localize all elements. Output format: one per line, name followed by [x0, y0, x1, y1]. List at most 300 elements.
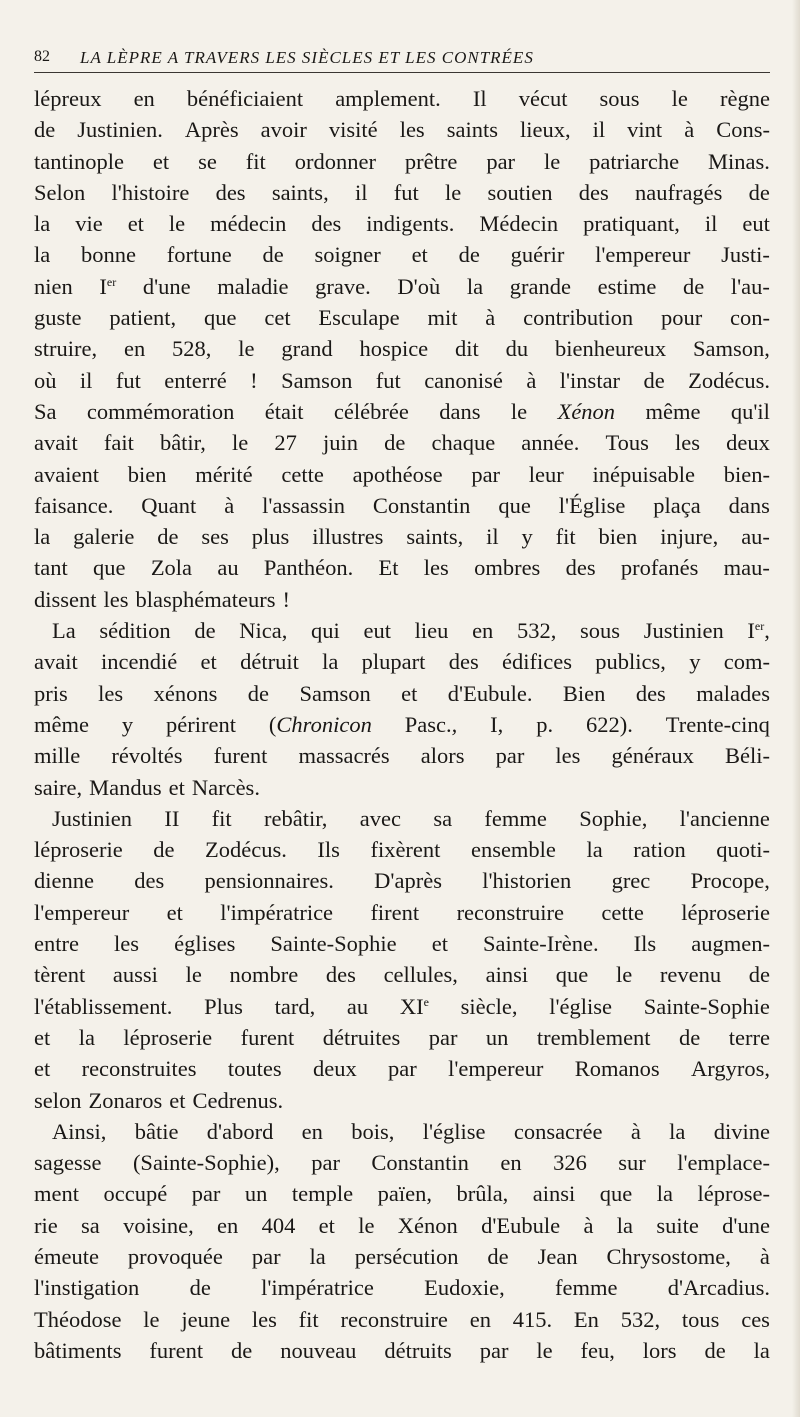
word: prêtre — [404, 148, 458, 174]
word: Eudoxie, — [424, 1275, 505, 1301]
word: il — [704, 211, 718, 237]
word: saints, — [271, 179, 329, 205]
word: année. — [521, 430, 580, 456]
word: détruits — [384, 1337, 452, 1363]
word: Et — [378, 555, 399, 581]
word: de — [157, 524, 179, 550]
running-title: LA LÈPRE A TRAVERS LES SIÈCLES ET LES CONTRÉES — [80, 48, 534, 67]
word: fut — [375, 367, 401, 393]
word: persécution — [354, 1243, 459, 1269]
word: Sainte-Irène. — [483, 931, 599, 957]
word: par — [191, 1181, 221, 1207]
text-line — [34, 837, 770, 868]
word: naufragés — [634, 179, 723, 205]
word: fut — [115, 367, 141, 393]
text-line — [34, 1025, 770, 1056]
word: Ils — [633, 931, 657, 957]
word: soigner — [314, 242, 381, 268]
word: 415. — [512, 1306, 553, 1332]
word: la — [466, 273, 484, 299]
word: de — [748, 179, 770, 205]
word: Sainte-Sophie — [643, 993, 770, 1019]
word: D'après — [374, 868, 442, 894]
word: vie — [75, 211, 103, 237]
word: ombres — [474, 555, 541, 581]
text-line — [34, 1213, 770, 1244]
word: de — [34, 117, 56, 143]
word: d'Eubule. — [447, 680, 533, 706]
word: Ils — [317, 837, 340, 863]
word: païen, — [377, 1181, 432, 1207]
word: et — [168, 774, 185, 800]
word: Narcès. — [191, 774, 260, 800]
word: ainsi — [485, 962, 529, 988]
word: le — [444, 179, 462, 205]
word: deux — [726, 430, 770, 456]
word: Xénon — [397, 1212, 458, 1238]
word: l'emplace- — [677, 1150, 770, 1176]
word: à — [224, 492, 235, 518]
word: émeute — [34, 1243, 99, 1269]
word: entre — [34, 931, 79, 957]
word: Sa — [34, 398, 57, 424]
word: était — [264, 398, 304, 424]
word: ces — [741, 1306, 770, 1332]
word: détruites — [322, 1024, 401, 1050]
word: fit — [211, 805, 232, 831]
word: y — [121, 711, 134, 737]
word: l'empereur — [595, 242, 691, 268]
word: avait — [34, 649, 78, 675]
word: jeune — [181, 1306, 231, 1332]
word: à — [759, 1243, 770, 1269]
word: soutien — [487, 179, 553, 205]
word: sagesse — [34, 1150, 102, 1176]
word: règne — [720, 86, 770, 111]
word: les — [423, 555, 449, 581]
word: ainsi — [532, 1181, 576, 1207]
word: sa — [81, 1212, 100, 1238]
text-line — [34, 681, 770, 712]
word: la — [34, 211, 51, 237]
word: pris — [34, 680, 68, 706]
word: avaient — [34, 461, 99, 487]
word: XIe — [399, 993, 429, 1019]
word: de — [682, 273, 705, 299]
word: D'où — [397, 273, 441, 299]
word: un — [244, 1181, 268, 1207]
text-line — [34, 180, 770, 211]
text-line — [34, 868, 770, 899]
text-line — [34, 305, 770, 336]
text-line — [34, 430, 770, 461]
text-line — [34, 1338, 770, 1369]
word: la — [656, 1181, 674, 1207]
word: ration — [633, 837, 686, 863]
word: la — [322, 649, 339, 675]
word: Sophie, — [579, 805, 648, 831]
word: ensemble — [470, 837, 556, 863]
word: fit — [245, 148, 266, 174]
word: estime — [597, 273, 657, 299]
text-line — [34, 1307, 770, 1338]
word: le — [143, 1306, 160, 1332]
word: et — [318, 1212, 335, 1238]
word: il — [79, 367, 93, 393]
word: l'Église — [558, 492, 626, 518]
word: édifices — [502, 649, 572, 675]
word: l'au- — [730, 273, 770, 299]
word: Zodécus. — [688, 367, 770, 393]
word: par — [251, 1243, 281, 1269]
word: et — [169, 1087, 186, 1113]
word: grande — [509, 273, 571, 299]
word: l'histoire — [111, 179, 190, 205]
word: bâtiments — [34, 1337, 122, 1363]
body-text — [34, 86, 770, 1369]
word: célébrée — [333, 398, 409, 424]
word: en — [123, 336, 146, 362]
word: Panthéon. — [263, 555, 354, 581]
word: saire, — [34, 774, 83, 800]
word: bien — [598, 524, 638, 550]
word: fortune — [166, 242, 232, 268]
word: Samson — [281, 367, 353, 393]
word: à — [684, 117, 695, 143]
word: des — [215, 179, 246, 205]
word: tant — [34, 555, 68, 581]
word: en — [217, 1212, 239, 1238]
word: deux — [312, 1056, 357, 1082]
word: et — [166, 899, 183, 925]
word: revenu — [659, 962, 722, 988]
text-line — [34, 994, 770, 1025]
word: le — [358, 1212, 375, 1238]
word: périrent — [166, 711, 237, 737]
word: Jean — [537, 1243, 578, 1269]
word: d'Eubule — [481, 1212, 561, 1238]
word: des — [448, 649, 479, 675]
word: visité — [328, 117, 378, 143]
word: mau- — [723, 555, 770, 581]
word: Argyros, — [691, 1056, 770, 1082]
text-line — [34, 775, 770, 806]
word: le — [543, 148, 561, 174]
word: plus — [251, 524, 290, 550]
word: de — [643, 367, 665, 393]
word: lieu — [414, 618, 449, 644]
text-line — [34, 149, 770, 180]
word: de — [704, 1337, 726, 1363]
word: que — [599, 1181, 633, 1207]
word: la — [78, 1024, 95, 1050]
word: en — [500, 1150, 522, 1176]
text-line — [34, 743, 770, 774]
word: que — [93, 555, 126, 581]
word: un — [485, 1024, 509, 1050]
word: Sainte-Sophie — [270, 931, 397, 957]
word: 404 — [261, 1212, 296, 1238]
word: d'abord — [206, 1118, 274, 1144]
word: grec — [611, 868, 651, 894]
word: Trente-cinq — [665, 711, 770, 737]
word: leur — [528, 461, 564, 487]
word: léprose- — [697, 1181, 770, 1207]
word: aussi — [112, 962, 158, 988]
word: des — [565, 555, 596, 581]
word: patient, — [109, 305, 177, 331]
word: et — [411, 242, 428, 268]
word: Bien — [562, 680, 606, 706]
word: Après — [184, 117, 239, 143]
word: l'établissement. — [34, 993, 173, 1019]
word: hospice — [359, 336, 429, 362]
text-line — [34, 524, 770, 555]
word: et — [152, 148, 170, 174]
word: de — [262, 242, 284, 268]
word: dit — [455, 336, 479, 362]
word: Esculape — [318, 305, 400, 331]
text-line — [34, 806, 770, 837]
word: tremblement — [536, 1024, 651, 1050]
word: Zodécus. — [205, 837, 287, 863]
word: amplement. — [335, 86, 441, 111]
running-header — [34, 48, 770, 73]
word: bien — [127, 461, 167, 487]
word: Médecin — [479, 211, 559, 237]
word: ! — [250, 367, 258, 393]
word: en — [301, 1118, 323, 1144]
word: furent — [149, 1337, 204, 1363]
word: bâtie — [134, 1118, 179, 1144]
word: détruit — [240, 649, 299, 675]
word: Théodose — [34, 1306, 122, 1332]
word: par — [479, 1337, 509, 1363]
text-line — [34, 462, 770, 493]
word: Samson, — [693, 336, 770, 362]
word: et — [200, 649, 217, 675]
word: de — [153, 837, 175, 863]
word: brûla, — [456, 1181, 509, 1207]
text-line — [34, 1275, 770, 1306]
word: voisine, — [123, 1212, 194, 1238]
word: saints, — [406, 524, 464, 550]
word: 532, — [620, 1306, 661, 1332]
word: grand — [281, 336, 333, 362]
word: fait — [103, 430, 134, 456]
word: la — [586, 837, 603, 863]
word: 622). — [585, 711, 633, 737]
text-line — [34, 1244, 770, 1275]
word: En — [573, 1306, 599, 1332]
text-line — [34, 900, 770, 931]
word: struire, — [34, 336, 98, 362]
word: rie — [34, 1212, 58, 1238]
word: les — [675, 430, 701, 456]
word: Romanos — [574, 1056, 660, 1082]
word: des — [325, 962, 356, 988]
word: où — [34, 367, 57, 393]
page-number: 82 — [34, 48, 50, 65]
word: blasphémateurs — [135, 586, 276, 612]
word: indigents. — [366, 211, 455, 237]
word: l'impératrice — [220, 899, 334, 925]
text-line — [34, 1088, 770, 1119]
page-edge-shadow — [792, 0, 800, 1417]
word: malades — [696, 680, 770, 706]
word: le — [238, 336, 255, 362]
word: quoti- — [716, 837, 770, 863]
word: de — [247, 680, 270, 706]
word: l'historien — [482, 868, 572, 894]
text-line — [34, 242, 770, 273]
word: augmen- — [691, 931, 770, 957]
word: le — [510, 398, 528, 424]
word: reconstruire — [456, 899, 565, 925]
word: et — [401, 680, 418, 706]
word: commémoration — [86, 398, 235, 424]
word: maladie — [217, 273, 289, 299]
word: sous — [599, 86, 640, 111]
word: de — [231, 1337, 253, 1363]
word: églises — [174, 931, 236, 957]
word: incendié — [101, 649, 178, 675]
word: con- — [730, 305, 770, 331]
word: que — [204, 305, 237, 331]
word: contribution — [523, 305, 634, 331]
word: des — [578, 179, 609, 205]
word: La — [52, 618, 76, 644]
word: lieux, — [519, 117, 571, 143]
word: divine — [713, 1118, 770, 1144]
word: Mandus — [89, 774, 162, 800]
word: vécut — [518, 86, 568, 111]
word: l'empereur — [34, 899, 130, 925]
word: il — [354, 179, 368, 205]
word: de — [384, 430, 406, 456]
word: galerie — [73, 524, 135, 550]
word: juin — [322, 430, 358, 456]
word: les — [399, 117, 425, 143]
word: fut — [393, 179, 419, 205]
word: publics, — [595, 649, 666, 675]
word: illustres — [312, 524, 384, 550]
word: p. — [536, 711, 554, 737]
word: l'ancienne — [679, 805, 770, 831]
word: guste — [34, 305, 82, 331]
word: sur — [618, 1150, 646, 1176]
word: en — [472, 618, 494, 644]
word: l'instar — [559, 367, 621, 393]
text-line — [34, 649, 770, 680]
word: fit — [298, 1306, 319, 1332]
word: par — [311, 1150, 340, 1176]
word: même — [34, 711, 89, 737]
word: bâtir, — [159, 430, 206, 456]
word: pensionnaires. — [204, 868, 334, 894]
text-line — [34, 555, 770, 586]
word: sédition — [99, 618, 171, 644]
text-line — [34, 368, 770, 399]
word: fit — [555, 524, 576, 550]
word: des — [134, 868, 165, 894]
word: il — [486, 524, 499, 550]
word: avait — [34, 430, 78, 456]
word: au — [217, 555, 239, 581]
word: bonne — [81, 242, 137, 268]
word: canonisé — [424, 367, 503, 393]
word: bénéficiaient — [186, 86, 304, 111]
word: dans — [728, 492, 770, 518]
word: terre — [728, 1024, 770, 1050]
word: bois, — [351, 1118, 395, 1144]
word: Ainsi, — [52, 1118, 107, 1144]
word: toutes — [227, 1056, 282, 1082]
word: enterré — [164, 367, 227, 393]
word: y — [689, 649, 701, 675]
word: la — [309, 1243, 326, 1269]
word: I, — [490, 711, 504, 737]
word: suite — [656, 1212, 699, 1238]
word: ! — [282, 586, 290, 612]
word: Nica, — [239, 618, 288, 644]
word: le — [615, 962, 633, 988]
word: de — [458, 242, 480, 268]
word: Zola — [150, 555, 193, 581]
word: tard, — [274, 993, 316, 1019]
word: et — [431, 931, 448, 957]
word: Ier — [99, 273, 117, 299]
word: sous — [580, 618, 621, 644]
word: provoquée — [127, 1243, 223, 1269]
word: à — [630, 1118, 641, 1144]
word: Minas. — [708, 148, 770, 174]
word: firent — [370, 899, 420, 925]
word: temple — [291, 1181, 354, 1207]
word: 528, — [172, 336, 212, 362]
word: à — [485, 305, 496, 331]
word: plupart — [361, 649, 426, 675]
word: femme — [555, 1275, 618, 1301]
text-line — [34, 274, 770, 305]
word: par — [486, 148, 516, 174]
word: Zonaros — [88, 1087, 163, 1113]
word: Cedrenus. — [192, 1087, 284, 1113]
word: il — [592, 117, 606, 143]
text-line — [34, 493, 770, 524]
word: les — [555, 743, 581, 769]
word: reconstruites — [81, 1056, 197, 1082]
word: (Chronicon — [268, 711, 372, 737]
word: Pasc., — [404, 711, 458, 737]
word: tèrent — [34, 962, 86, 988]
text-line — [34, 399, 770, 430]
word: par — [495, 743, 525, 769]
word: d'Arcadius. — [667, 1275, 770, 1301]
word: en — [133, 86, 155, 111]
word: Plus — [204, 993, 243, 1019]
word: mille — [34, 743, 81, 769]
word: occupé — [103, 1181, 168, 1207]
word: nouveau — [280, 1337, 357, 1363]
word: au — [346, 993, 369, 1019]
word: II — [164, 805, 180, 831]
word: Constantin — [372, 492, 471, 518]
word: bien- — [723, 461, 770, 487]
word: ses — [201, 524, 229, 550]
word: et — [34, 1056, 51, 1082]
word: d'une — [142, 273, 191, 299]
